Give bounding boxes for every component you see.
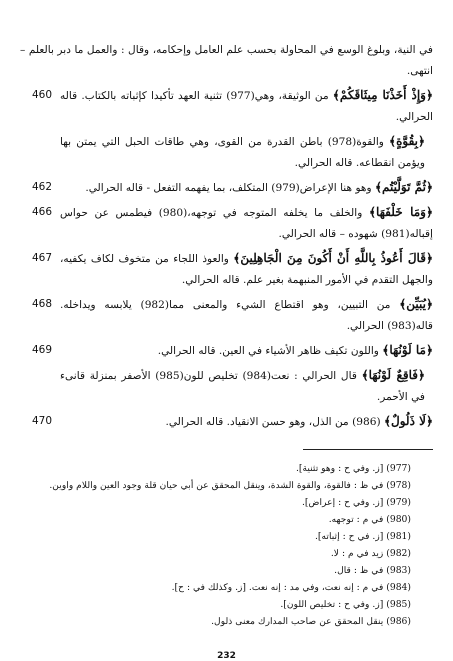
footnote: (986) ينقل المحقق عن صاحب المدارك معنى ذلول. (211, 616, 411, 627)
entry-number: 460 (32, 89, 53, 101)
quran-verse: ﴿وَمَا خَلْفَهَا﴾ (368, 205, 433, 219)
quran-verse: ﴿يُبَيِّن﴾ (399, 297, 433, 311)
entry-467 (20, 248, 433, 291)
entry-469b (20, 365, 433, 408)
footnote: (984) في م : إنه نعت، وفي مد : إنه نعت. [ز. وكذلك في : ح]. (171, 582, 411, 593)
quran-verse: ﴿لَا ذَلُولٌ﴾ (383, 414, 433, 428)
footnote: (978) في ظ : فالقوة، والقوة الشدة، وينقل المحقق عن أبي حيان قلة وجود العين واللام واوين. (49, 480, 411, 491)
quran-verse: ﴿ثُمَّ تَوَلَّيْتُم﴾ (375, 180, 433, 194)
footnote: (979) [ز. وفي ح : إعراض]. (301, 497, 411, 508)
entry-number: 469 (32, 344, 53, 356)
footnote: (983) في ظ : قال. (334, 565, 411, 576)
entry-470 (20, 411, 433, 433)
entry-469 (20, 340, 433, 362)
quran-verse: ﴿مَا لَوْنُهَا﴾ (382, 343, 433, 357)
entry-468 (20, 294, 433, 337)
entries-list (20, 85, 433, 433)
page-number: 232 (217, 651, 236, 661)
footnote: (982) زيد في م : لا. (330, 548, 411, 559)
entry-number: 470 (32, 415, 53, 427)
entry-commentary: وهو هنا الإعراض(979) المتكلف، بما يفهمه التفعل - قاله الحرالي. (85, 182, 375, 194)
footnote: (985) [ز. وفي ح : تخليص اللون]. (280, 599, 411, 610)
entry-commentary: والعوذ اللجاء من متخوف لكاف يكفيه، والجهل التقدم في الأمور المنبهمة بغير علم. قاله الحرالي. (60, 253, 433, 286)
entry-commentary: (986) من الذل، وهو حسن الانقياد. قاله الحرالي. (165, 416, 384, 428)
entry-commentary: والخلف ما يخلفه المتوجه في توجهه،(980) فيطمس عن حواس إقباله(981) شهوده – قاله الحرالي. (60, 207, 433, 240)
entry-466 (20, 202, 433, 245)
document-page (20, 40, 433, 641)
quran-verse: ﴿بِقُوَّةٍ﴾ (389, 134, 426, 148)
entry-number: 466 (32, 206, 53, 218)
entry-commentary: واللون تكيف ظاهر الأشياء في العين. قاله الحرالي. (157, 345, 383, 357)
footnote: (981) [ز. في ح : إثباته]. (314, 531, 411, 542)
entry-commentary: قال الحرالي : نعت(984) تخليص للون(985) الأصفر بمنزلة قانىء في الأحمر. (60, 370, 425, 403)
entry-462 (20, 177, 433, 199)
footnote: (980) في م : توجهه. (328, 514, 411, 525)
quran-verse: ﴿وَإِذْ أَخَذْنَا مِيثَاقَكُمْ﴾ (332, 88, 433, 102)
entry-number: 467 (32, 252, 53, 264)
entry-commentary: من الوثيقة، وهي(977) تثنية العهد تأكيدا كإثباته بالكتاب. قاله الحرالي. (60, 90, 433, 123)
quran-verse: ﴿فَاقِعٌ لَوْنُهَا﴾ (361, 368, 425, 382)
entry-460b (20, 131, 433, 174)
footnote-separator (303, 449, 433, 450)
intro-paragraph: في النية، وبلوغ الوسع في المحاولة بحسب علم العامل وإحكامه، وقال : والعمل ما دبر بالعلم – انتهى. (20, 44, 433, 77)
footnotes (20, 460, 433, 630)
quran-verse: ﴿قَالَ أَعُوذُ بِاللَّهِ أَنْ أَكُونَ مِنَ الْجَاهِلِينَ﴾ (233, 251, 433, 265)
entry-commentary: من التبيين، وهو اقتطاع الشيء والمعنى مما(982) يلابسه ويداخله. قاله(983) الحرالي. (60, 299, 433, 332)
entry-number: 468 (32, 298, 53, 310)
entry-commentary: والقوة(978) باطن القدرة من القوى، وهي طاقات الحبل التي يمتن بها ويؤمن انقطاعه. قاله الحرالي. (60, 136, 425, 169)
body-text (20, 40, 433, 433)
footnote: (977) [ز. وفي ح : وهو تثنية]. (295, 463, 411, 474)
entry-460 (20, 85, 433, 128)
entry-number: 462 (32, 181, 53, 193)
